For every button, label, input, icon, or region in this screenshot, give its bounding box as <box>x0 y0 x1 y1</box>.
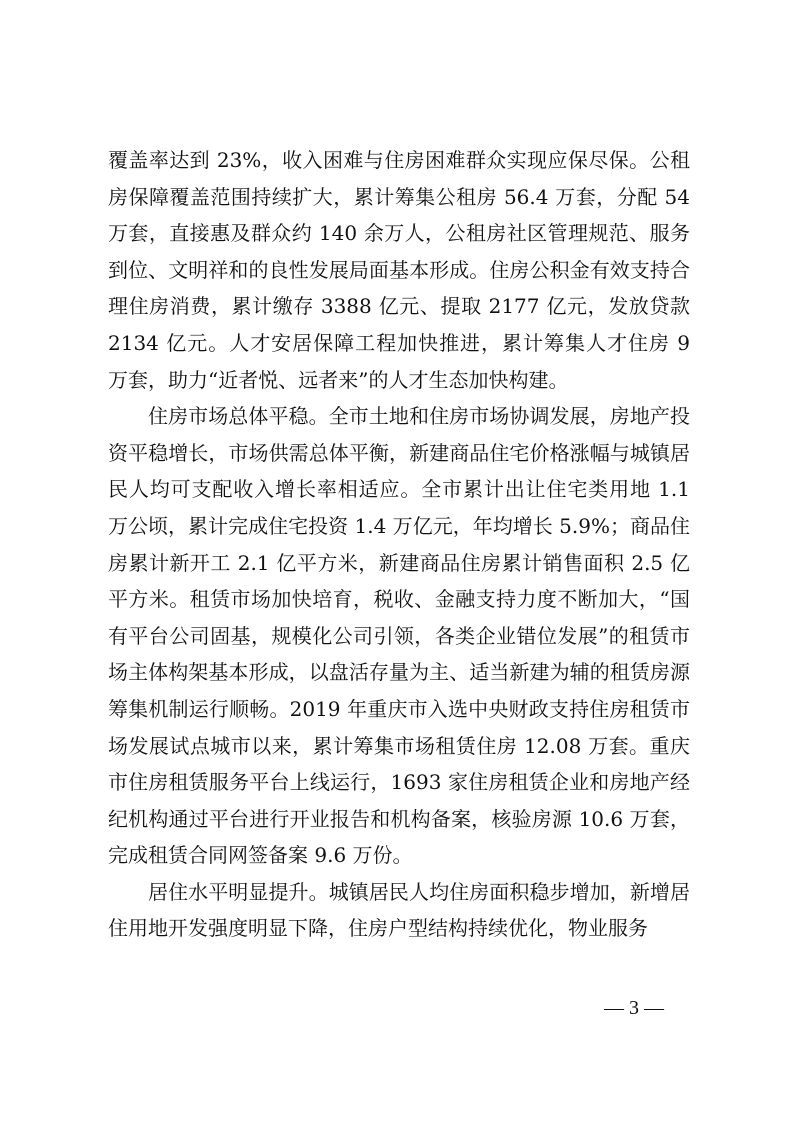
page-number: — 3 — <box>604 997 664 1019</box>
body-text <box>108 142 690 947</box>
paragraph-living-standard: 居住水平明显提升。城镇居民人均住房面积稳步增加，新增居住用地开发强度明显下降，住房户型结构持续优化，物业服务 <box>108 879 690 941</box>
paragraph-housing-coverage: 覆盖率达到 23%，收入困难与住房困难群众实现应保尽保。公租房保障覆盖范围持续扩大，累计筹集公租房 56.4 万套，分配 54 万套，直接惠及群众约 140 余万人，公租房社区管理规范、服务到位、文明祥和的良性发展局面基本形成。住房公积金有效支持合理住房消费，累计缴存 3388 亿元、提取 2177 亿元，发放贷款 2134 亿元。人才安居保障工程加快推进，累计筹集人才住房 9 万套，助力“近者悦、远者来”的人才生态加快构建。 <box>108 148 690 392</box>
paragraph-housing-market: 住房市场总体平稳。全市土地和住房市场协调发展，房地产投资平稳增长，市场供需总体平衡，新建商品住宅价格涨幅与城镇居民人均可支配收入增长率相适应。全市累计出让住宅类用地 1.1 万公顷，累计完成住宅投资 1.4 万亿元，年均增长 5.9%；商品住房累计新开工 2.1 亿平方米，新建商品住房累计销售面积 2.5 亿平方米。租赁市场加快培育，税收、金融支持力度不断加大，“国有平台公司固基，规模化公司引领，各类企业错位发展”的租赁市场主体构架基本形成，以盘活存量为主、适当新建为辅的租赁房源筹集机制运行顺畅。2019 年重庆市入选中央财政支持住房租赁市场发展试点城市以来，累计筹集市场租赁住房 12.08 万套。重庆市住房租赁服务平台上线运行，1693 家住房租赁企业和房地产经纪机构通过平台进行开业报告和机构备案，核验房源 10.6 万套，完成租赁合同网签备案 9.6 万份。 <box>108 404 690 868</box>
